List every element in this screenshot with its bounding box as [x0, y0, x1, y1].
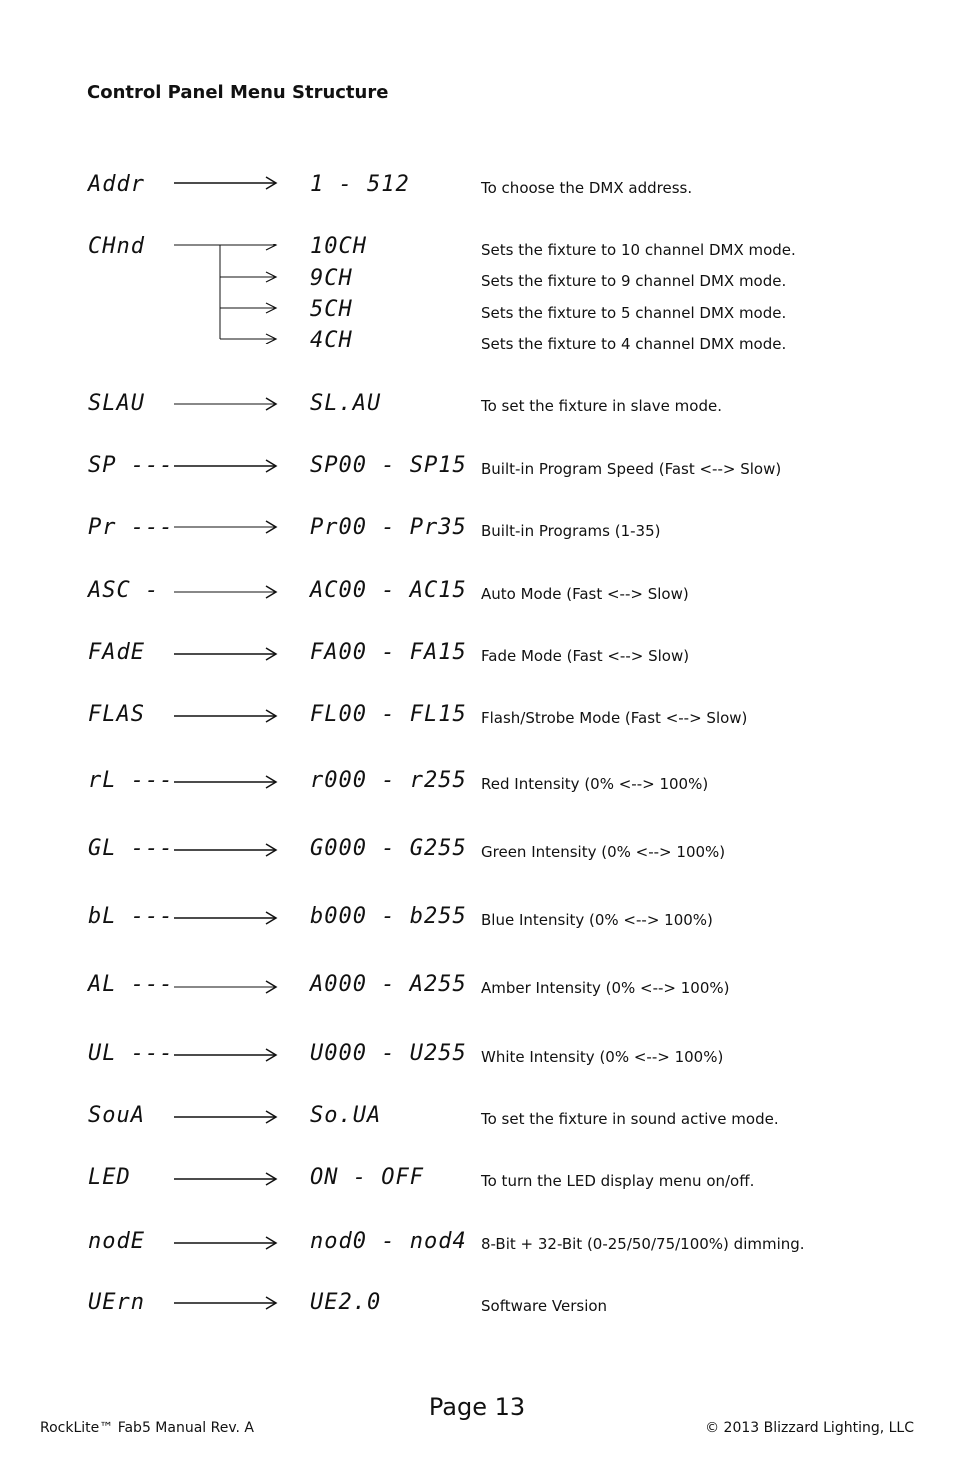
- menu-code-bl: bL ---: [88, 904, 174, 929]
- menu-desc-bl: Blue Intensity (0% <--> 100%): [481, 911, 713, 929]
- menu-value-soua: So.UA: [310, 1103, 382, 1128]
- menu-code-node: nodE: [88, 1229, 145, 1254]
- arrow-icon: [174, 774, 278, 790]
- branch-connector: [174, 244, 284, 344]
- menu-value-flas: FL00 - FL15: [310, 702, 467, 727]
- menu-desc-node: 8-Bit + 32-Bit (0-25/50/75/100%) dimming.: [481, 1235, 805, 1253]
- menu-desc-5ch: Sets the fixture to 5 channel DMX mode.: [481, 304, 787, 322]
- arrow-icon: [174, 1295, 278, 1311]
- menu-code-ul: UL ---: [88, 1041, 174, 1066]
- menu-code-slau: SLAU: [88, 391, 145, 416]
- menu-code-rl: rL ---: [88, 768, 174, 793]
- menu-value-5ch: 5CH: [310, 297, 353, 322]
- menu-value-slau: SL.AU: [310, 391, 382, 416]
- menu-desc-gl: Green Intensity (0% <--> 100%): [481, 843, 726, 861]
- menu-desc-pr: Built-in Programs (1-35): [481, 522, 661, 540]
- arrow-icon: [174, 910, 278, 926]
- arrow-icon: [174, 1235, 278, 1251]
- menu-code-pr: Pr ---: [88, 515, 174, 540]
- menu-desc-10ch: Sets the fixture to 10 channel DMX mode.: [481, 241, 796, 259]
- menu-code-gl: GL ---: [88, 836, 174, 861]
- menu-desc-flas: Flash/Strobe Mode (Fast <--> Slow): [481, 709, 748, 727]
- footer-copyright: © 2013 Blizzard Lighting, LLC: [705, 1420, 914, 1436]
- menu-value-9ch: 9CH: [310, 266, 353, 291]
- arrow-icon: [174, 1171, 278, 1187]
- menu-value-asc: AC00 - AC15: [310, 578, 467, 603]
- menu-value-fade: FA00 - FA15: [310, 640, 467, 665]
- menu-code-chnd: CHnd: [88, 234, 145, 259]
- arrow-icon: [174, 396, 278, 412]
- arrow-icon: [174, 842, 278, 858]
- page-number: Page 13: [428, 1393, 526, 1421]
- menu-code-fade: FAdE: [88, 640, 145, 665]
- menu-code-al: AL ---: [88, 972, 174, 997]
- menu-code-led: LED: [88, 1165, 131, 1190]
- menu-desc-uern: Software Version: [481, 1297, 608, 1315]
- menu-desc-sp: Built-in Program Speed (Fast <--> Slow): [481, 460, 782, 478]
- menu-value-gl: G000 - G255: [310, 836, 467, 861]
- menu-code-addr: Addr: [88, 172, 145, 197]
- menu-value-led: ON - OFF: [310, 1165, 424, 1190]
- page-heading: Control Panel Menu Structure: [87, 82, 389, 103]
- arrow-icon: [174, 175, 278, 191]
- arrow-icon: [174, 584, 278, 600]
- menu-desc-al: Amber Intensity (0% <--> 100%): [481, 979, 730, 997]
- menu-code-flas: FLAS: [88, 702, 145, 727]
- menu-value-al: A000 - A255: [310, 972, 467, 997]
- arrow-icon: [174, 1109, 278, 1125]
- menu-code-sp: SP ---: [88, 453, 174, 478]
- menu-desc-led: To turn the LED display menu on/off.: [481, 1172, 755, 1190]
- menu-desc-4ch: Sets the fixture to 4 channel DMX mode.: [481, 335, 787, 353]
- menu-value-4ch: 4CH: [310, 328, 353, 353]
- menu-desc-slau: To set the fixture in slave mode.: [481, 397, 722, 415]
- menu-desc-fade: Fade Mode (Fast <--> Slow): [481, 647, 690, 665]
- arrow-icon: [174, 519, 278, 535]
- menu-value-bl: b000 - b255: [310, 904, 467, 929]
- menu-desc-9ch: Sets the fixture to 9 channel DMX mode.: [481, 272, 787, 290]
- footer-manual-title: RockLite™ Fab5 Manual Rev. A: [40, 1420, 255, 1436]
- arrow-icon: [174, 458, 278, 474]
- menu-code-soua: SouA: [88, 1103, 145, 1128]
- menu-desc-ul: White Intensity (0% <--> 100%): [481, 1048, 724, 1066]
- arrow-icon: [174, 1047, 278, 1063]
- arrow-icon: [174, 979, 278, 995]
- menu-desc-asc: Auto Mode (Fast <--> Slow): [481, 585, 689, 603]
- menu-value-rl: r000 - r255: [310, 768, 467, 793]
- menu-code-uern: UErn: [88, 1290, 145, 1315]
- arrow-icon: [174, 646, 278, 662]
- menu-value-10ch: 10CH: [310, 234, 367, 259]
- menu-desc-soua: To set the fixture in sound active mode.: [481, 1110, 779, 1128]
- menu-value-sp: SP00 - SP15: [310, 453, 467, 478]
- menu-value-addr: 1 - 512: [310, 172, 410, 197]
- menu-value-uern: UE2.0: [310, 1290, 382, 1315]
- menu-desc-rl: Red Intensity (0% <--> 100%): [481, 775, 709, 793]
- menu-value-node: nod0 - nod4: [310, 1229, 467, 1254]
- menu-desc-addr: To choose the DMX address.: [481, 179, 693, 197]
- arrow-icon: [174, 708, 278, 724]
- menu-value-pr: Pr00 - Pr35: [310, 515, 467, 540]
- menu-code-asc: ASC -: [88, 578, 160, 603]
- menu-value-ul: U000 - U255: [310, 1041, 467, 1066]
